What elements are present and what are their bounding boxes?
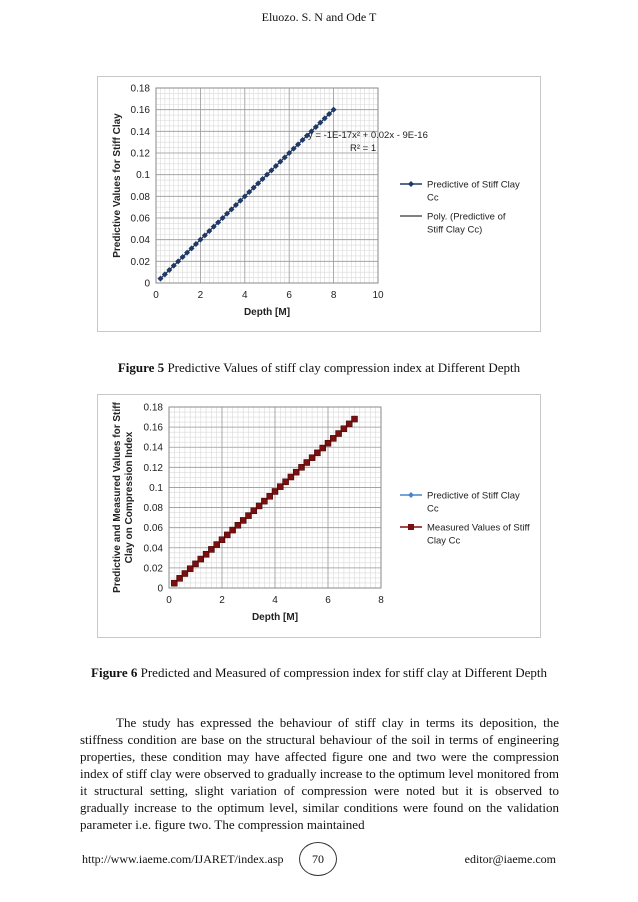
y-axis-label: Predictive and Measured Values for Stiff <box>112 402 123 593</box>
y-tick-label: 0.14 <box>143 442 163 454</box>
legend-label: Cc <box>427 503 439 515</box>
legend-label: Clay Cc <box>427 535 461 547</box>
figure6-caption-text: Predicted and Measured of compression index for stiff clay at Different Depth <box>137 665 547 680</box>
y-tick-label: 0.12 <box>143 462 163 474</box>
legend-marker <box>408 181 414 187</box>
trendline-equation: y = -1E-17x² + 0.02x - 9E-16 <box>308 130 428 141</box>
page-number: 70 <box>299 842 337 876</box>
legend-label: Cc <box>427 192 439 204</box>
y-tick-label: 0.06 <box>143 523 163 535</box>
y-tick-label: 0.08 <box>130 191 150 203</box>
x-tick-label: 10 <box>372 290 384 301</box>
figure5-caption-text: Predictive Values of stiff clay compression index at Different Depth <box>164 360 521 375</box>
figure6-chart-frame <box>97 394 541 638</box>
body-paragraph: The study has expressed the behaviour of stiff clay in terms its deposition, the stiffness condition are base on the structural behaviour of the soil in terms of engineering properties, these condition may have affected figure one and two were the compression index of stiff clay were observed to gradually increase to the optimum level monitored from it structural setting, slight variation of compression were noted but it is observed to gradually increase to the optimum level, similar conditions were found on the validation parameter i.e. figure two. The compression maintained <box>80 715 559 832</box>
y-tick-label: 0.14 <box>130 126 150 138</box>
x-tick-label: 0 <box>166 595 172 606</box>
figure6-caption <box>90 664 548 681</box>
y-tick-label: 0.04 <box>143 543 163 555</box>
data-point <box>352 416 358 422</box>
y-tick-label: 0.02 <box>143 563 163 575</box>
figure5-chart-frame <box>97 76 541 332</box>
y-tick-label: 0 <box>144 278 150 290</box>
running-header: Eluozo. S. N and Ode T <box>261 10 377 24</box>
y-tick-label: 0.18 <box>143 402 163 414</box>
y-tick-label: 0.18 <box>130 83 150 95</box>
legend-label: Poly. (Predictive of <box>427 211 506 223</box>
x-tick-label: 6 <box>286 290 292 301</box>
legend-label: Stiff Clay Cc) <box>427 224 483 236</box>
y-axis-label: Clay on Compression Index <box>124 431 135 564</box>
y-tick-label: 0.08 <box>143 503 163 515</box>
y-tick-label: 0.1 <box>149 482 163 494</box>
y-tick-label: 0.02 <box>130 256 150 268</box>
x-tick-label: 8 <box>330 290 337 301</box>
y-axis-label: Predictive Values for Stiff Clay <box>112 113 123 258</box>
y-tick-label: 0.16 <box>143 422 163 434</box>
footer-email-link[interactable]: editor@iaeme.com <box>464 852 556 866</box>
figure5-chart <box>98 77 540 331</box>
page-footer <box>0 842 638 876</box>
x-axis-label: Depth [M] <box>243 307 291 318</box>
x-tick-label: 0 <box>153 290 159 301</box>
trendline-r2: R² = 1 <box>350 143 377 154</box>
x-tick-label: 4 <box>242 290 248 301</box>
legend-marker <box>408 492 414 498</box>
y-tick-label: 0.1 <box>136 170 150 182</box>
figure6-chart <box>98 395 540 637</box>
x-tick-label: 4 <box>272 595 278 606</box>
y-tick-label: 0.06 <box>130 213 150 225</box>
x-tick-label: 2 <box>197 290 204 301</box>
figure6-caption-label: Figure 6 <box>91 665 138 680</box>
x-tick-label: 8 <box>378 595 384 606</box>
figure5-caption-label: Figure 5 <box>117 360 165 375</box>
x-axis-label: Depth [M] <box>251 612 299 623</box>
y-tick-label: 0.16 <box>130 105 150 117</box>
figure5-caption <box>40 359 598 376</box>
legend-marker <box>408 524 414 530</box>
y-tick-label: 0 <box>157 583 163 595</box>
legend-label: Predictive of Stiff Clay <box>427 490 520 502</box>
legend-label: Measured Values of Stiff <box>427 522 530 534</box>
x-tick-label: 6 <box>325 595 331 606</box>
x-tick-label: 2 <box>219 595 225 606</box>
footer-url-link[interactable]: http://www.iaeme.com/IJARET/index.asp <box>82 852 284 866</box>
y-tick-label: 0.12 <box>130 148 150 160</box>
legend-label: Predictive of Stiff Clay <box>427 179 520 191</box>
y-tick-label: 0.04 <box>130 235 150 247</box>
